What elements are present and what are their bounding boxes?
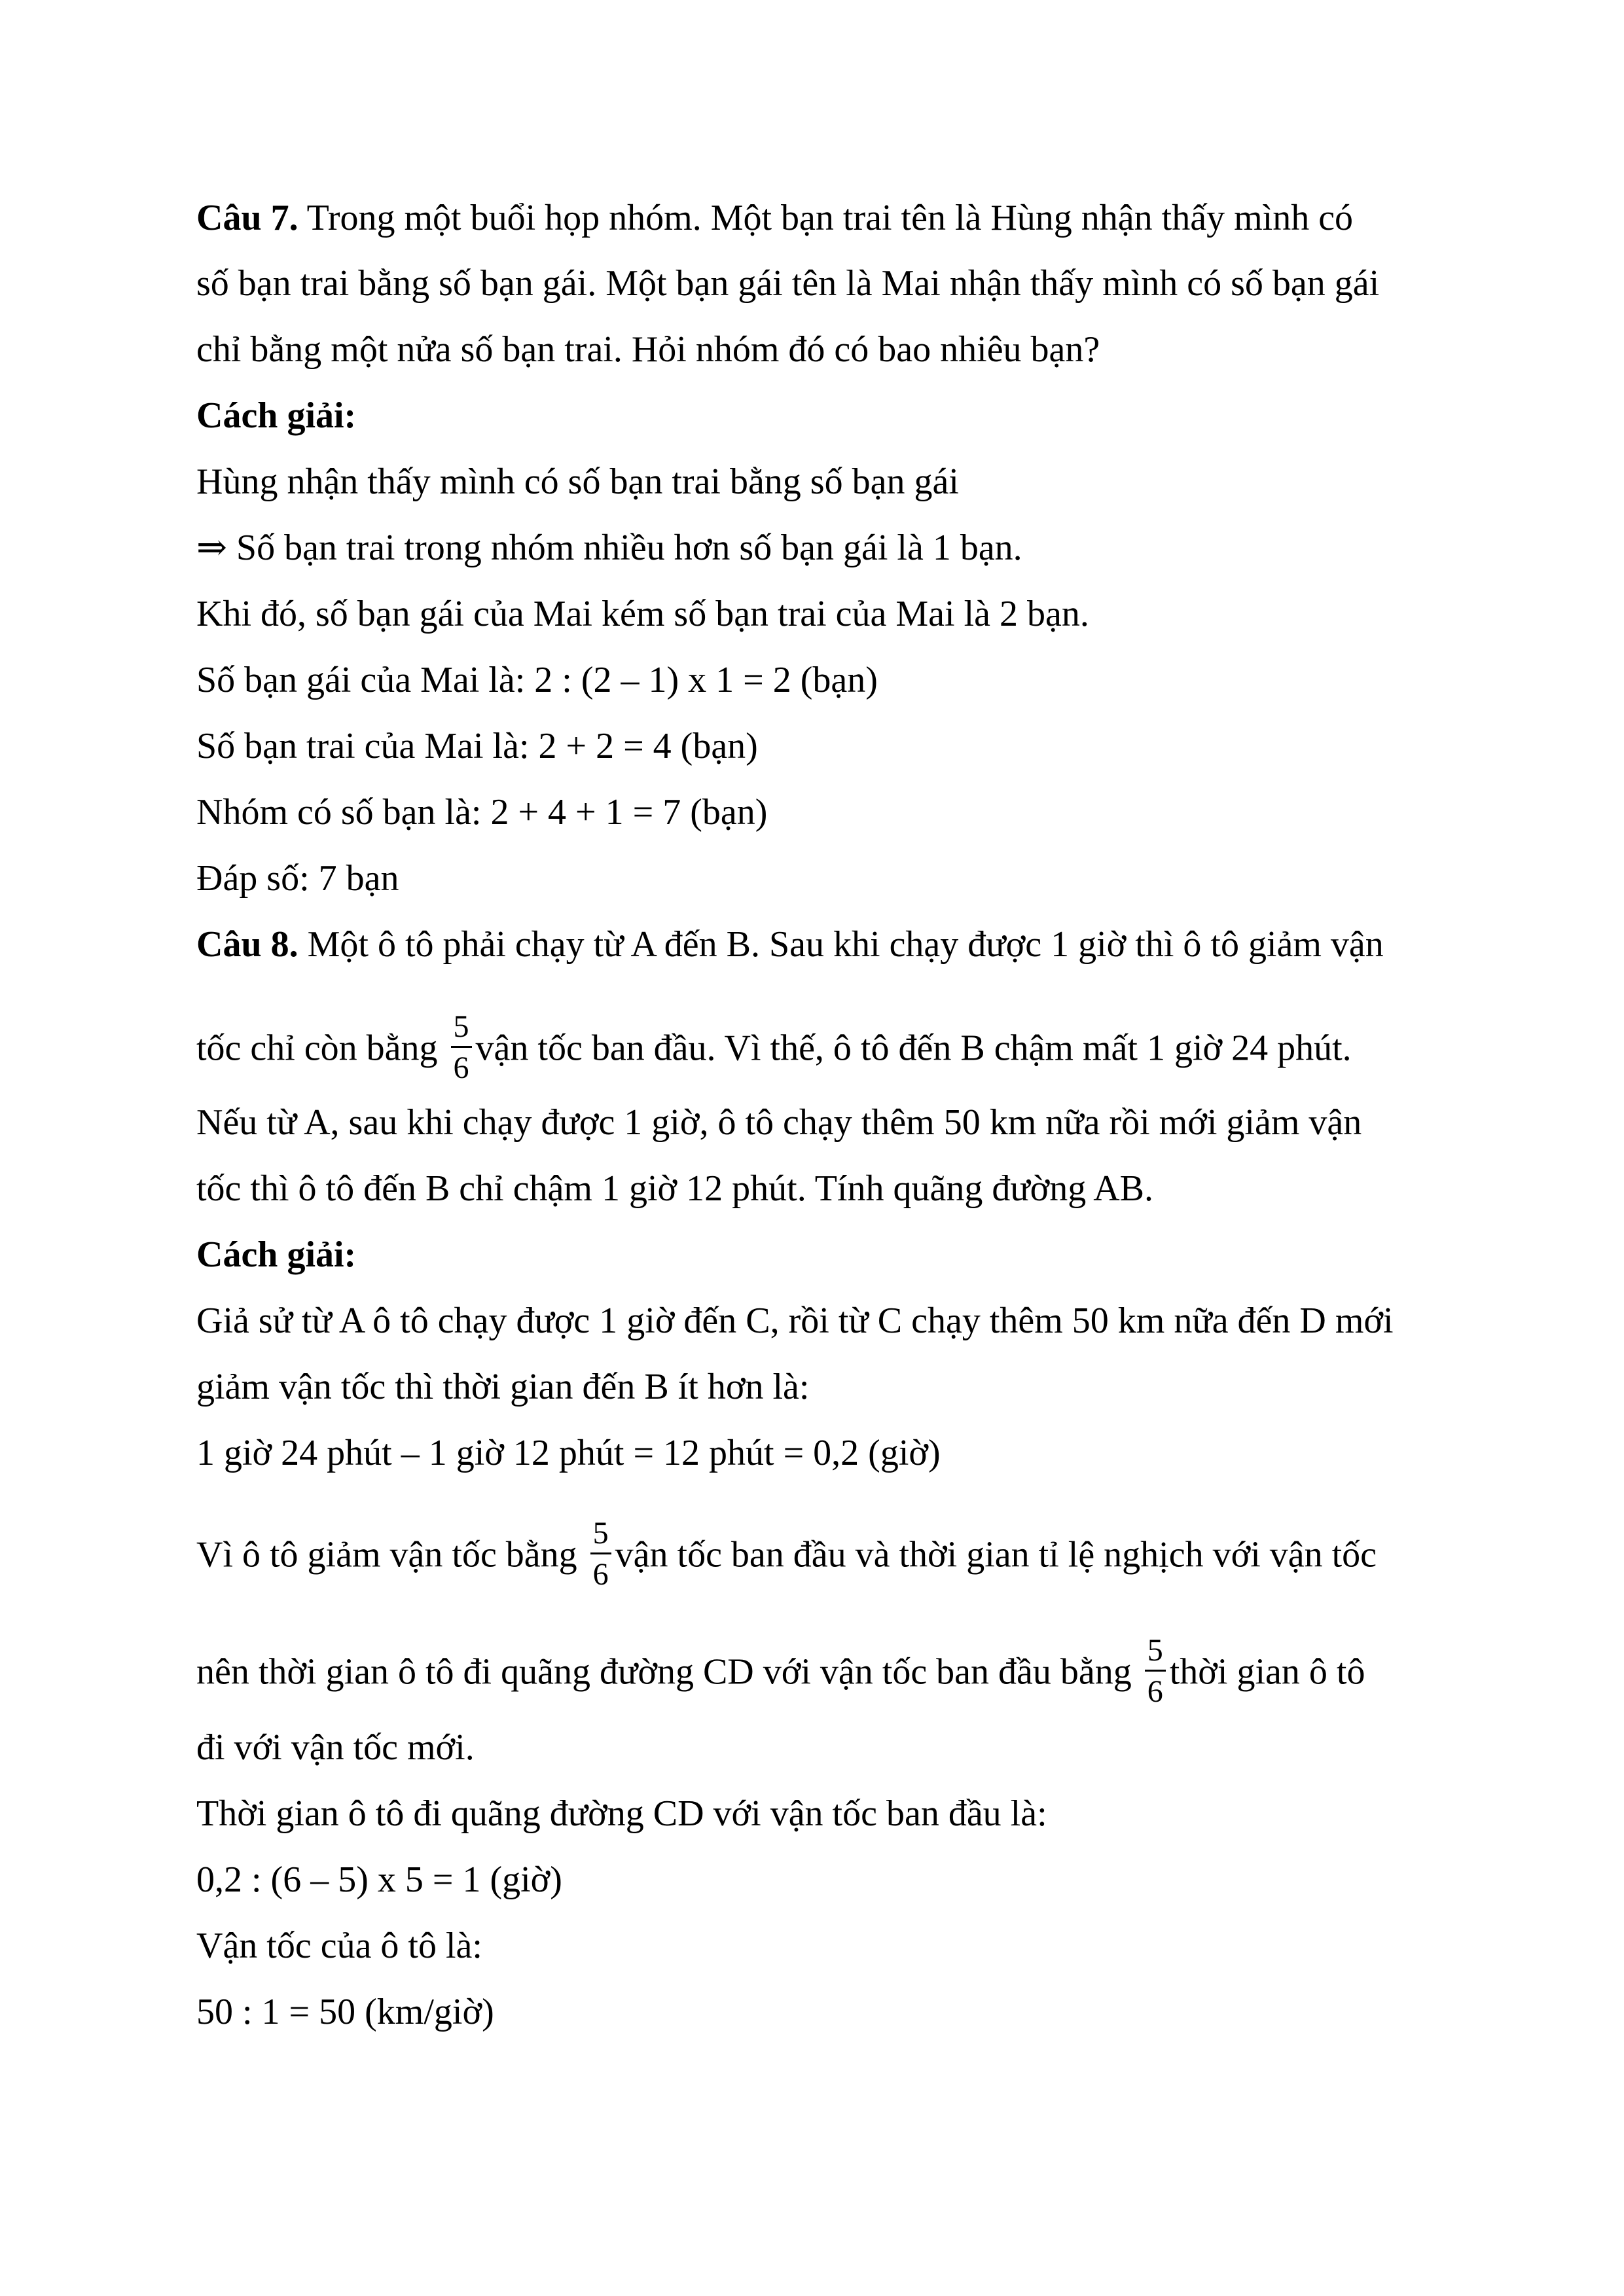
q7-solution-label: Cách giải: (196, 395, 357, 436)
q8-solution-7: Thời gian ô tô đi quãng đường CD với vận tốc ban đầu là: (196, 1793, 1047, 1834)
q8-solution-1: Giả sử từ A ô tô chạy được 1 giờ đến C, rồi từ C chạy thêm 50 km nữa đến D mới (196, 1300, 1394, 1341)
q8-line-3: Nếu từ A, sau khi chạy được 1 giờ, ô tô chạy thêm 50 km nữa rồi mới giảm vận (196, 1102, 1362, 1143)
q7-step-6: Nhóm có số bạn là: 2 + 4 + 1 = 7 (bạn) (196, 792, 768, 833)
q8-line-4: tốc thì ô tô đến B chỉ chậm 1 giờ 12 phút. Tính quãng đường AB. (196, 1168, 1153, 1209)
q7-answer: Đáp số: 7 bạn (196, 858, 399, 899)
fraction-5-6 (1145, 1633, 1166, 1710)
q7-step-2: ⇒ Số bạn trai trong nhóm nhiều hơn số bạn gái là 1 bạn. (196, 528, 1022, 568)
q8-solution-9: Vận tốc của ô tô là: (196, 1926, 482, 1966)
q8-solution-4a: Vì ô tô giảm vận tốc bằng (196, 1534, 577, 1575)
q8-solution-10: 50 : 1 = 50 (km/giờ) (196, 1992, 494, 2032)
q7-step-1: Hùng nhận thấy mình có số bạn trai bằng số bạn gái (196, 461, 959, 502)
q7-step-4: Số bạn gái của Mai là: 2 : (2 – 1) x 1 = 2 (bạn) (196, 660, 878, 700)
q8-solution-label: Cách giải: (196, 1234, 357, 1275)
q8-label: Câu 8. (196, 924, 298, 965)
fraction-numerator: 5 (1145, 1633, 1166, 1672)
fraction-5-6 (590, 1516, 611, 1592)
q7-line-1 (196, 196, 1353, 240)
q8-solution-5 (196, 1633, 1365, 1713)
q8-solution-5b: thời gian ô tô (1169, 1651, 1365, 1693)
fraction-numerator: 5 (590, 1516, 611, 1554)
q7-step-5: Số bạn trai của Mai là: 2 + 2 = 4 (bạn) (196, 726, 758, 766)
fraction-denominator: 6 (453, 1050, 469, 1085)
q8-text-2b: vận tốc ban đầu. Vì thế, ô tô đến B chậm mất 1 giờ 24 phút. (475, 1028, 1352, 1069)
q8-solution-2: giảm vận tốc thì thời gian đến B ít hơn là: (196, 1367, 810, 1407)
q8-line-1 (196, 923, 1384, 966)
q8-solution-3: 1 giờ 24 phút – 1 giờ 12 phút = 12 phút = 0,2 (giờ) (196, 1433, 941, 1473)
q7-text-1: Trong một buổi họp nhóm. Một bạn trai tên là Hùng nhận thấy mình có (298, 198, 1354, 238)
fraction-denominator: 6 (1147, 1674, 1163, 1709)
fraction-5-6 (451, 1009, 472, 1086)
q8-line-2 (196, 1009, 1352, 1090)
q8-solution-4 (196, 1516, 1377, 1596)
q7-label: Câu 7. (196, 198, 298, 238)
q8-text-2a: tốc chỉ còn bằng (196, 1028, 438, 1069)
q7-line-3: chỉ bằng một nửa số bạn trai. Hỏi nhóm đó có bao nhiêu bạn? (196, 329, 1100, 370)
q8-text-1: Một ô tô phải chạy từ A đến B. Sau khi chạy được 1 giờ thì ô tô giảm vận (298, 924, 1384, 965)
q7-line-2: số bạn trai bằng số bạn gái. Một bạn gái tên là Mai nhận thấy mình có số bạn gái (196, 263, 1380, 304)
q8-solution-8: 0,2 : (6 – 5) x 5 = 1 (giờ) (196, 1859, 562, 1900)
q8-solution-5a: nên thời gian ô tô đi quãng đường CD với vận tốc ban đầu bằng (196, 1651, 1132, 1693)
q7-step-3: Khi đó, số bạn gái của Mai kém số bạn trai của Mai là 2 bạn. (196, 594, 1089, 634)
fraction-numerator: 5 (451, 1009, 472, 1048)
q8-solution-6: đi với vận tốc mới. (196, 1727, 475, 1768)
fraction-denominator: 6 (592, 1557, 609, 1592)
q8-solution-4b: vận tốc ban đầu và thời gian tỉ lệ nghịch với vận tốc (615, 1534, 1377, 1575)
